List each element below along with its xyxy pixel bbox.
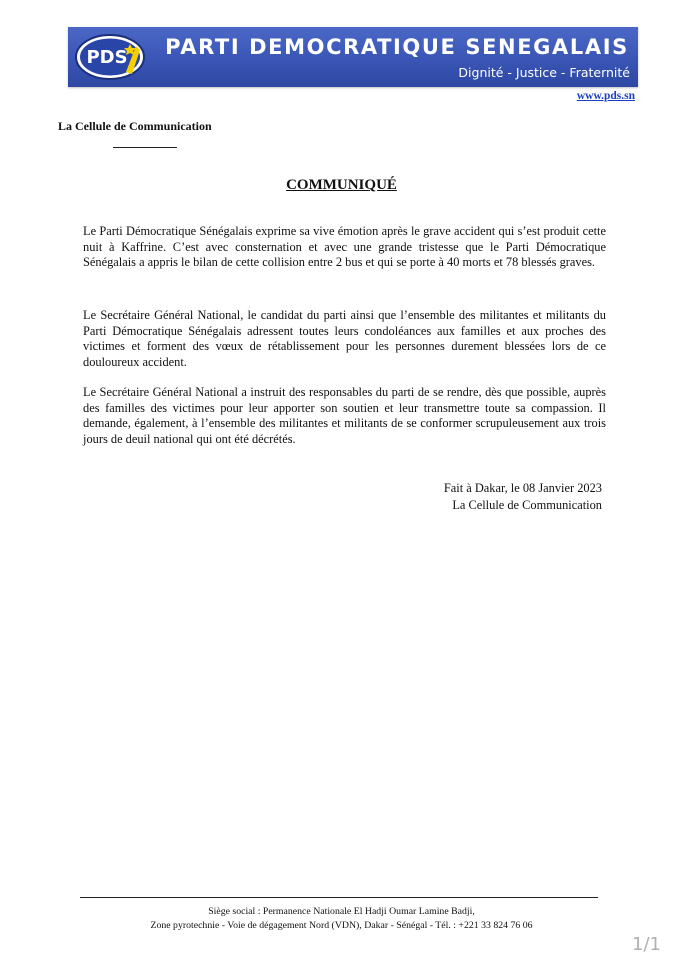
party-motto: Dignité - Justice - Fraternité [458,65,630,80]
document-title: COMMUNIQUÉ [286,177,397,193]
party-name: PARTI DEMOCRATIQUE SENEGALAIS [165,35,629,59]
signatory: La Cellule de Communication [452,497,602,512]
department-name: La Cellule de Communication [58,119,212,133]
header-banner [68,27,638,87]
paragraph-3: Le Secrétaire Général National a instruit des responsables du parti de se rendre, dès que possible, auprès des familles des victimes pour leur apporter son soutien et leur transmettre toute sa compassion. Il demande, également, à l’ensemble des militantes et militants de se conformer scrupuleusement aux trois jours de deuil national qui ont été décrétés. [83,385,606,446]
place-and-date: Fait à Dakar, le 08 Janvier 2023 [443,481,602,495]
signature-block [444,480,602,513]
footer-divider [80,897,598,898]
website-link[interactable]: www.pds.sn [576,90,635,102]
paragraph-2: Le Secrétaire Général National, le candidat du parti ainsi que l’ensemble des militantes et militants du Parti Démocratique Sénégalais adressent toutes leurs condoléances aux familles et aux proches des victimes et forment des vœux de rétablissement pour les personnes durement blessées lors de ce douloureux accident. [83,308,606,369]
pds-logo [74,32,150,82]
footer-line-1: Siège social : Permanence Nationale El Hadji Oumar Lamine Badji, [208,906,475,917]
logo-text: PDS [86,47,128,68]
footer-line-2: Zone pyrotechnie - Voie de dégagement Nord (VDN), Dakar - Sénégal - Tél. : +221 33 824 76 06 [150,919,533,931]
page-counter: 1/1 [632,934,661,955]
department-underline [113,147,177,148]
footer-address [60,905,623,932]
paragraph-1: Le Parti Démocratique Sénégalais exprime sa vive émotion après le grave accident qui s’est produit cette nuit à Kaffrine. C’est avec consternation et avec une grande tristesse que le Parti Démocratique Sénégalais a appris le bilan de cette collision entre 2 bus et qui se porte à 40 morts et 78 blessés graves. [83,224,606,270]
